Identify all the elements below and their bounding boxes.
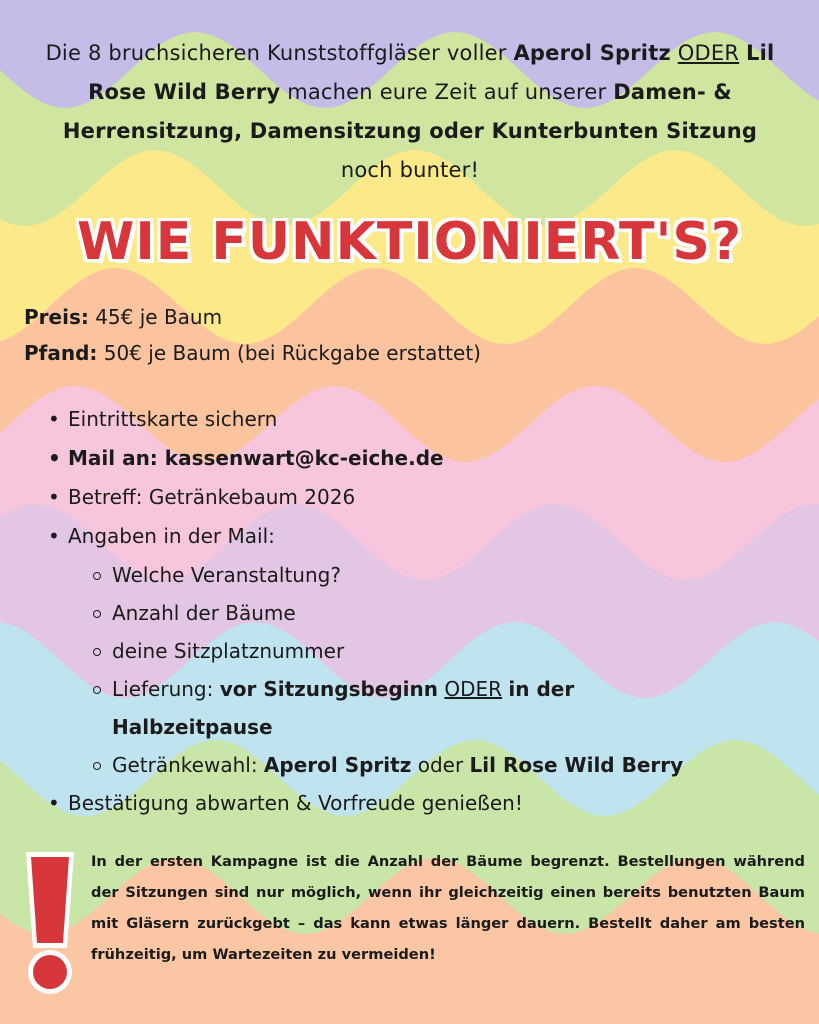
intro-events: Damen- & Herrensitzung, Damensitzung oder Kunterbunten Sitzung	[62, 80, 758, 143]
notice-text: In der ersten Kampagne ist die Anzahl der Bäume begrenzt. Bestellungen während der Sitzungen sind nur möglich, wenn ihr gleichzeitig einen bereits benutzten Baum mit Gläsern zurückgebt – das kann etwas länger dauern. Bestellt daher am besten frühzeitig, um Wartezeiten zu vermeiden!	[91, 853, 805, 963]
drink-lil-rose: Lil Rose Wild Berry	[469, 753, 684, 777]
drink-label: Getränkewahl:	[112, 753, 264, 777]
intro-text	[40, 34, 780, 190]
sub-list-item: Anzahl der Bäume	[46, 594, 816, 632]
deposit-row	[24, 341, 481, 365]
intro-text-part: machen eure Zeit auf unserer	[280, 80, 614, 104]
sub-list-item: deine Sitzplatznummer	[46, 632, 816, 670]
list-item: • Angaben in der Mail:	[46, 517, 816, 556]
exclamation-icon	[20, 848, 80, 996]
page-headline: WIE FUNKTIONIERT'S?	[76, 212, 742, 272]
deposit-label: Pfand:	[24, 341, 98, 365]
delivery-option-2: in der	[508, 677, 575, 701]
delivery-label: Lieferung:	[112, 677, 220, 701]
drink-aperol: Aperol Spritz	[263, 753, 412, 777]
sub-list-item-delivery	[46, 670, 816, 746]
list-item: • Eintrittskarte sichern	[46, 400, 816, 439]
list-item: • Betreff: Getränkebaum 2026	[46, 478, 816, 517]
delivery-option-2-cont: Halbzeitpause	[112, 715, 273, 739]
sub-list-item-drink	[46, 746, 816, 784]
steps-list	[46, 400, 816, 823]
price-row	[24, 305, 222, 329]
delivery-oder: ODER	[444, 677, 503, 701]
drink-or: oder	[411, 753, 470, 777]
deposit-value: 50€ je Baum (bei Rückgabe erstattet)	[97, 341, 481, 365]
intro-aperol: Aperol Spritz	[513, 41, 671, 65]
price-label: Preis:	[24, 305, 89, 329]
intro-lil-rose: Lil Rose Wild Berry	[88, 41, 775, 104]
intro-text-part: Die 8 bruchsicheren Kunststoffgläser voller	[45, 41, 514, 65]
list-item: • Bestätigung abwarten & Vorfreude genießen!	[46, 784, 816, 823]
price-value: 45€ je Baum	[88, 305, 223, 329]
intro-oder: ODER	[677, 41, 740, 65]
list-item-email: • Mail an: kassenwart@kc-eiche.de	[46, 439, 816, 478]
delivery-option-1: vor Sitzungsbeginn	[219, 677, 439, 701]
sub-list-item: Welche Veranstaltung?	[46, 556, 816, 594]
intro-text-part: noch bunter!	[340, 158, 480, 182]
